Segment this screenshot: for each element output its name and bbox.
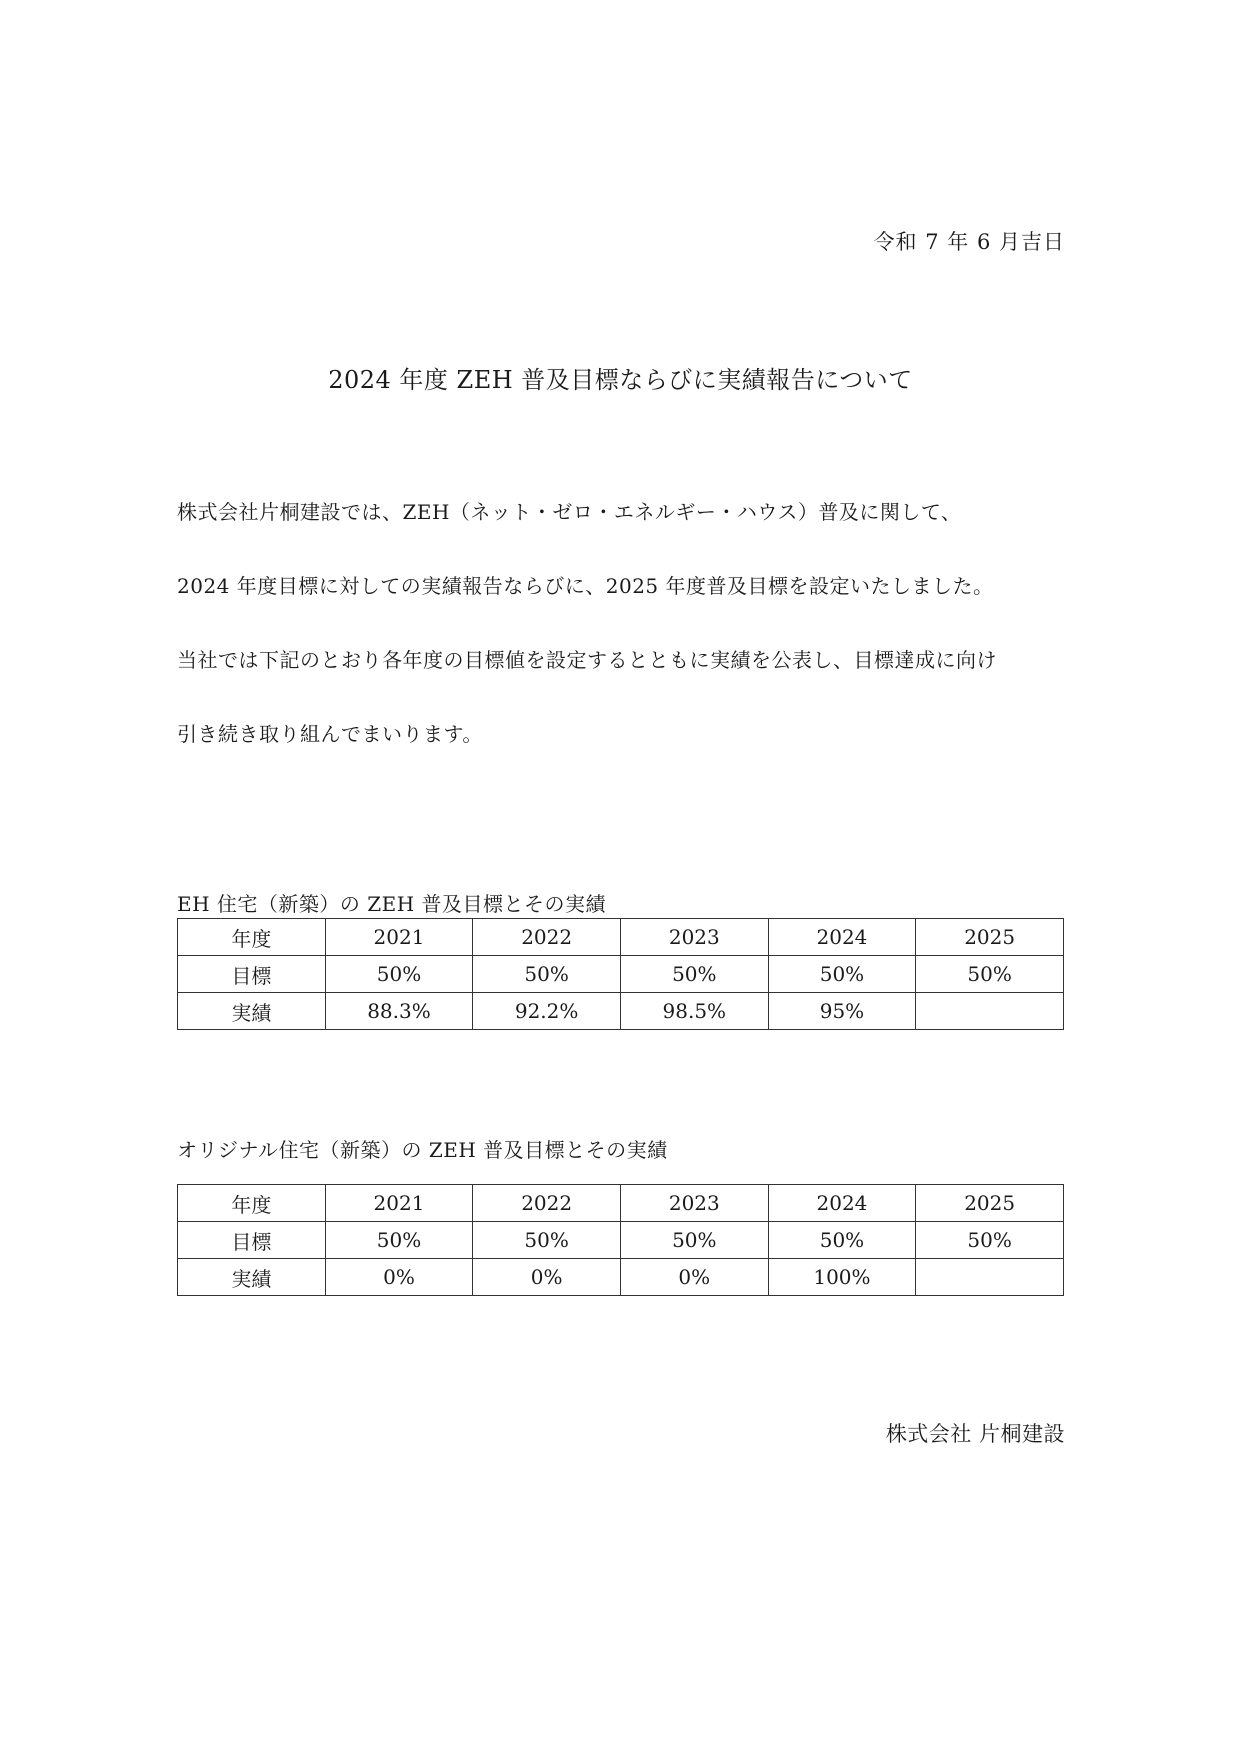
table-cell: 50%	[916, 956, 1064, 993]
table-cell	[916, 993, 1064, 1030]
body-paragraph-line: 2024 年度目標に対しての実績報告ならびに、2025 年度普及目標を設定いたしました。	[177, 574, 994, 598]
table-cell: 実績	[178, 1259, 326, 1296]
table-cell: 2022	[473, 1185, 621, 1222]
table-caption-original-housing: オリジナル住宅（新築）の ZEH 普及目標とその実績	[177, 1138, 668, 1162]
table-cell: 0%	[325, 1259, 473, 1296]
table-row-result	[178, 993, 1064, 1030]
table-cell: 50%	[620, 1222, 768, 1259]
company-signature: 株式会社 片桐建設	[885, 1422, 1065, 1446]
table-cell: 2023	[620, 919, 768, 956]
table-row-year	[178, 1185, 1064, 1222]
table-cell: 2021	[325, 919, 473, 956]
document-title: 2024 年度 ZEH 普及目標ならびに実績報告について	[328, 366, 913, 394]
zeh-table-eh-housing	[177, 918, 1064, 1030]
table-cell: 50%	[916, 1222, 1064, 1259]
table-cell: 50%	[325, 956, 473, 993]
table-cell: 2025	[916, 1185, 1064, 1222]
table-cell: 実績	[178, 993, 326, 1030]
table-cell: 50%	[473, 956, 621, 993]
table-cell: 年度	[178, 919, 326, 956]
table-row-year	[178, 919, 1064, 956]
table-cell: 2024	[768, 1185, 916, 1222]
table-cell: 88.3%	[325, 993, 473, 1030]
table-cell: 50%	[325, 1222, 473, 1259]
body-paragraph-line: 株式会社片桐建設では、ZEH（ネット・ゼロ・エネルギー・ハウス）普及に関して、	[177, 500, 962, 524]
table-cell: 0%	[620, 1259, 768, 1296]
table-row-target	[178, 1222, 1064, 1259]
table-caption-eh-housing: EH 住宅（新築）の ZEH 普及目標とその実績	[177, 892, 607, 916]
body-paragraph-line: 当社では下記のとおり各年度の目標値を設定するとともに実績を公表し、目標達成に向け	[177, 648, 997, 672]
table-row-target	[178, 956, 1064, 993]
table-cell: 95%	[768, 993, 916, 1030]
table-cell: 2025	[916, 919, 1064, 956]
table-cell: 2021	[325, 1185, 473, 1222]
table-cell: 50%	[768, 1222, 916, 1259]
table-cell: 2024	[768, 919, 916, 956]
table-cell: 50%	[768, 956, 916, 993]
table-cell: 2023	[620, 1185, 768, 1222]
table-cell: 100%	[768, 1259, 916, 1296]
table-cell: 50%	[620, 956, 768, 993]
table-row-result	[178, 1259, 1064, 1296]
table-cell: 50%	[473, 1222, 621, 1259]
table-cell: 2022	[473, 919, 621, 956]
table-cell	[916, 1259, 1064, 1296]
table-cell: 98.5%	[620, 993, 768, 1030]
table-cell: 目標	[178, 1222, 326, 1259]
table-cell: 目標	[178, 956, 326, 993]
table-cell: 年度	[178, 1185, 326, 1222]
document-date: 令和 7 年 6 月吉日	[873, 230, 1065, 254]
body-paragraph-line: 引き続き取り組んでまいります。	[177, 722, 483, 746]
table-cell: 0%	[473, 1259, 621, 1296]
table-cell: 92.2%	[473, 993, 621, 1030]
zeh-table-original-housing	[177, 1184, 1064, 1296]
